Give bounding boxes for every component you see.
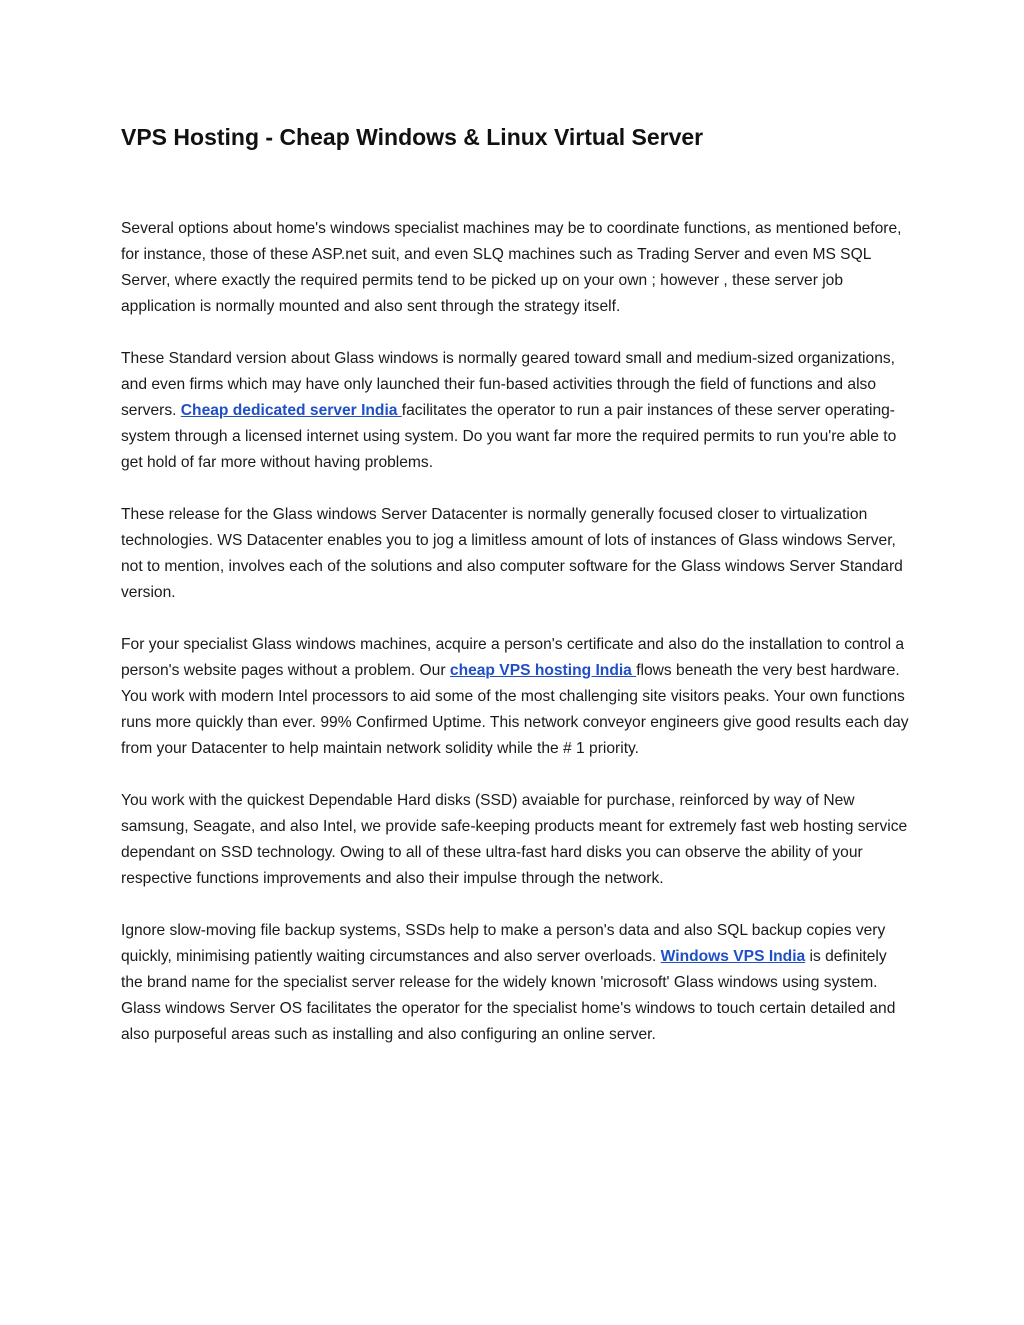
paragraph-3 — [121, 502, 911, 606]
windows-vps-india-link[interactable]: Windows VPS India — [660, 948, 806, 965]
paragraph-2 — [121, 346, 911, 476]
cheap-dedicated-server-link[interactable]: Cheap dedicated server India — [180, 402, 402, 419]
paragraph-1 — [121, 216, 911, 320]
paragraph-4-text-before: For your specialist Glass windows machines, acquire a person's certificate and also do the installation to control a person's website pages without a problem. Our — [121, 636, 905, 679]
paragraph-4 — [121, 632, 911, 762]
paragraph-2-text-before: These Standard version about Glass windows is normally geared toward small and medium-sized organizations, and even firms which may have only launched their fun-based activities through the field of functions and also servers. — [121, 350, 895, 419]
cheap-vps-hosting-link[interactable]: cheap VPS hosting India — [449, 662, 637, 679]
paragraph-5-text: You work with the quickest Dependable Hard disks (SSD) avaiable for purchase, reinforced by way of New samsung, Seagate, and also Intel, we provide safe-keeping products meant for extremely fast web hosting service dependant on SSD technology. Owing to all of these ultra-fast hard disks you can observe the ability of your respective functions improvements and also their impulse through the network. — [121, 792, 908, 887]
paragraph-6 — [121, 918, 911, 1048]
paragraph-6-text-before: Ignore slow-moving file backup systems, SSDs help to make a person's data and also SQL backup copies very quickly, minimising patiently waiting circumstances and also server overloads. — [121, 922, 886, 965]
paragraph-1-text: Several options about home's windows specialist machines may be to coordinate functions, as mentioned before, for instance, those of these ASP.net suit, and even SLQ machines such as Trading Server and even MS SQL Server, where exactly the required permits tend to be picked up on your own ; however , these server job application is normally mounted and also sent through the strategy itself. — [121, 220, 902, 315]
paragraph-6-text-after: is definitely the brand name for the specialist server release for the widely known 'microsoft' Glass windows using system. Glass windows Server OS facilitates the operator for the specialist home's windows to touch certain detailed and also purposeful areas such as installing and also configuring an online server. — [121, 948, 896, 1043]
paragraph-5 — [121, 788, 911, 892]
paragraph-2-text-after: facilitates the operator to run a pair instances of these server operating-system through a licensed internet using system. Do you want far more the required permits to run you're able to get hold of far more without having problems. — [121, 402, 897, 471]
paragraph-4-text-after: flows beneath the very best hardware. You work with modern Intel processors to aid some of the most challenging site visitors peaks. Your own functions runs more quickly than ever. 99% Confirmed Uptime. This network conveyor engineers give good results each day from your Datacenter to help maintain network solidity while the # 1 priority. — [121, 662, 909, 757]
document-body — [121, 216, 911, 1074]
page-title: VPS Hosting - Cheap Windows & Linux Virtual Server — [121, 124, 704, 150]
paragraph-3-text: These release for the Glass windows Server Datacenter is normally generally focused closer to virtualization technologies. WS Datacenter enables you to jog a limitless amount of lots of instances of Glass windows Server, not to mention, involves each of the solutions and also computer software for the Glass windows Server Standard version. — [121, 506, 903, 601]
